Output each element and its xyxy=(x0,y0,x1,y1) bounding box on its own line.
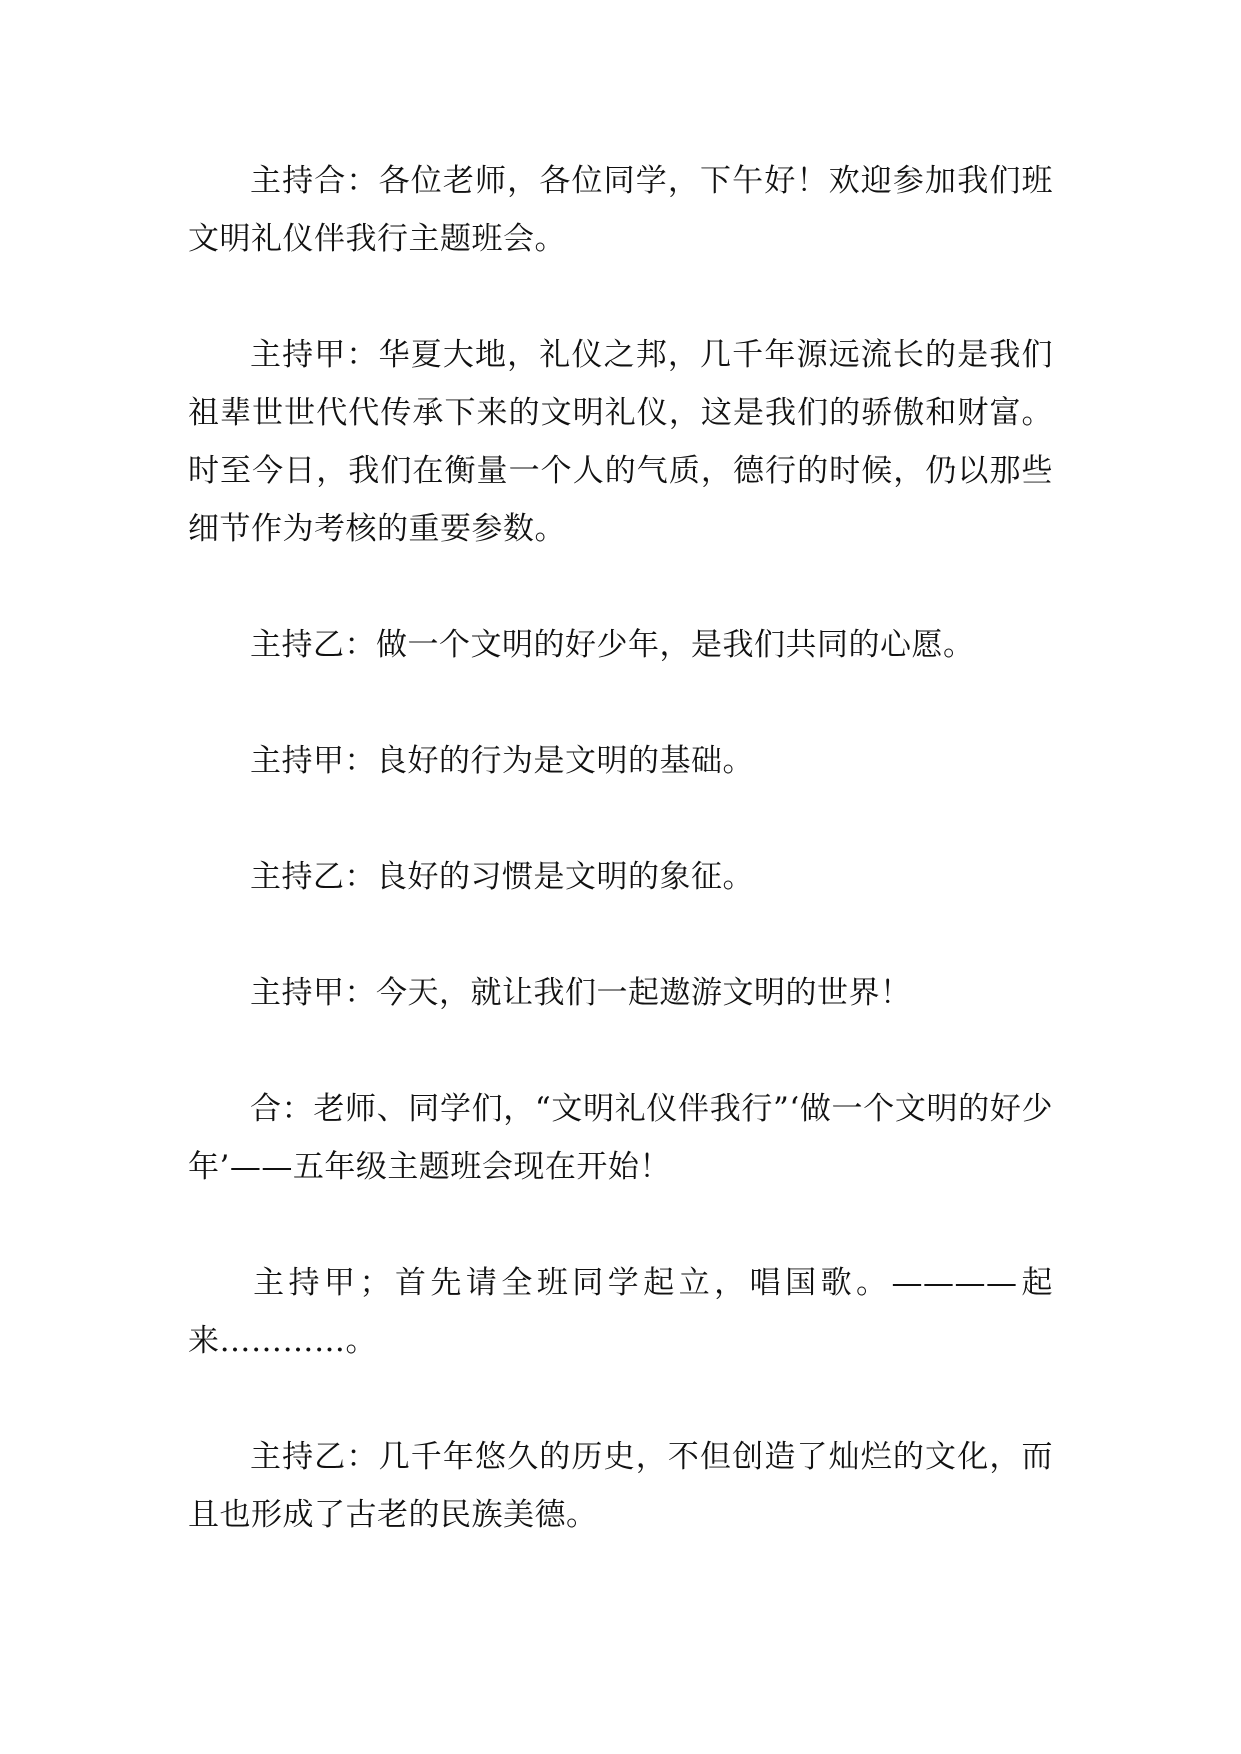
paragraph-host-b-wish: 主持乙：做一个文明的好少年，是我们共同的心愿。 xyxy=(250,627,975,663)
document-body xyxy=(188,152,1053,1602)
paragraph-host-a-intro: 主持甲：华夏大地，礼仪之邦，几千年源远流长的是我们祖辈世世代代传承下来的文明礼仪，这是我们的骄傲和财富。时至今日，我们在衡量一个人的气质，德行的时候，仍以那些细节作为考核的重要参数。 xyxy=(188,337,1053,547)
paragraph-host-a-today: 主持甲：今天，就让我们一起遨游文明的世界！ xyxy=(250,975,912,1011)
paragraph-host-a-behavior: 主持甲：良好的行为是文明的基础。 xyxy=(250,743,754,779)
paragraph-host-b-habit: 主持乙：良好的习惯是文明的象征。 xyxy=(250,859,754,895)
paragraph-opening-greeting: 主持合：各位老师，各位同学，下午好！欢迎参加我们班文明礼仪伴我行主题班会。 xyxy=(188,163,1053,257)
paragraph-host-b-history: 主持乙：几千年悠久的历史，不但创造了灿烂的文化，而且也形成了古老的民族美德。 xyxy=(188,1439,1053,1533)
paragraph-joint-start: 合：老师、同学们，“文明礼仪伴我行”‘做一个文明的好少年’——五年级主题班会现在开始！ xyxy=(188,1091,1053,1185)
paragraph-host-a-anthem: 主持甲；首先请全班同学起立，唱国歌。————起来…………。 xyxy=(188,1265,1053,1359)
